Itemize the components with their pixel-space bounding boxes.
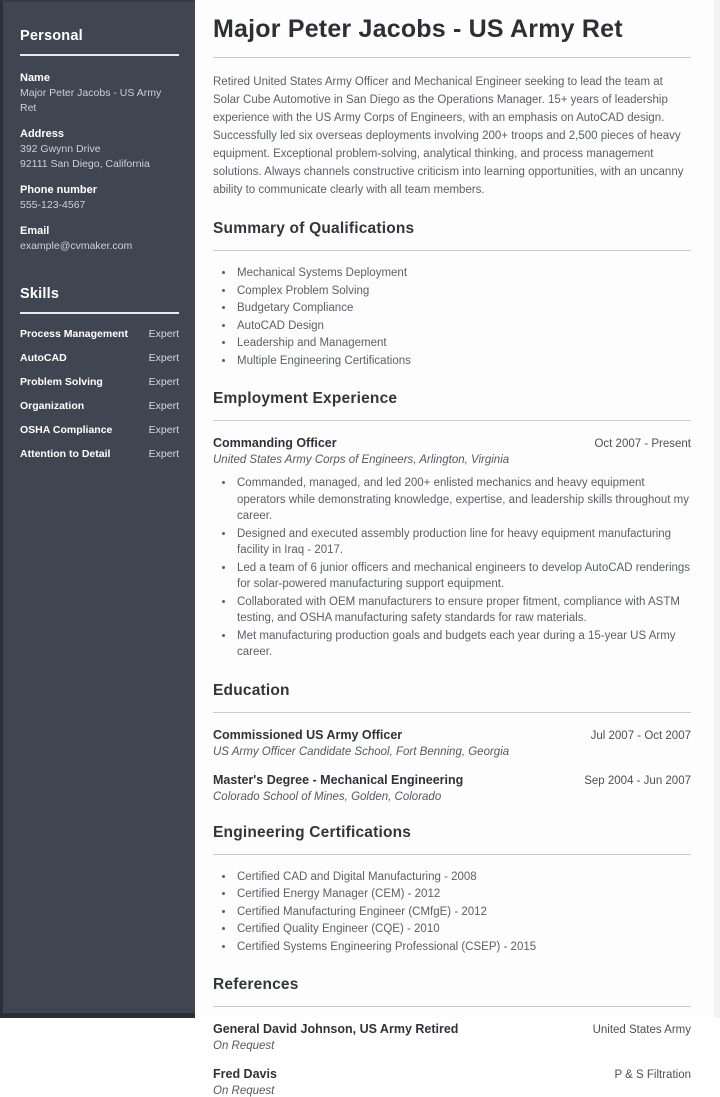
sidebar-divider (20, 312, 179, 314)
skill-row (20, 376, 179, 388)
personal-field-email (20, 223, 179, 254)
reference-name: Fred Davis (213, 1067, 277, 1081)
skill-level: Expert (148, 448, 179, 460)
qualifications-heading: Summary of Qualifications (213, 220, 415, 237)
list-item: • Designed and executed assembly production line for heavy equipment manufacturing facility in Iraq - 2017. (235, 526, 691, 559)
skill-row (20, 328, 179, 340)
job-entry (213, 436, 691, 661)
personal-field-name (20, 70, 179, 116)
skill-row (20, 448, 179, 460)
divider (213, 1006, 691, 1007)
references-heading: References (213, 976, 299, 993)
divider (213, 57, 691, 58)
skill-name: Problem Solving (20, 376, 103, 388)
reference-name: General David Johnson, US Army Retired (213, 1022, 459, 1036)
personal-heading: Personal (20, 28, 83, 44)
field-label: Name (20, 72, 50, 84)
job-dates: Oct 2007 - Present (594, 438, 691, 450)
certifications-list (213, 869, 691, 956)
job-organization: United States Army Corps of Engineers, Arlington, Virginia (213, 454, 510, 466)
field-label: Phone number (20, 184, 98, 196)
reference-company: P & S Filtration (614, 1069, 691, 1081)
skill-level: Expert (148, 352, 179, 364)
resume-body (195, 0, 720, 1097)
field-value: 92111 San Diego, California (20, 158, 150, 170)
profile-summary: Retired United States Army Officer and Mechanical Engineer seeking to lead the team at Solar Cube Automotive in San Diego as the Operations Manager. 15+ years of leadership experience with the US Army Corps of Engineers, with an emphasis on AutoCAD design. Successfully led six overseas deployments involving 200+ troops and 2,500 pieces of heavy equipment. Exceptional problem-solving, analytical thinking, and process management solutions. Always channels constructive criticism into learning opportunities, with an uncanny ability to communicate clearly with all team members. (213, 76, 684, 196)
skill-name: Organization (20, 400, 85, 412)
list-item: • Certified Energy Manager (CEM) - 2012 (235, 886, 691, 903)
education-dates: Sep 2004 - Jun 2007 (584, 774, 691, 787)
education-title: Commissioned US Army Officer (213, 727, 403, 742)
field-label: Address (20, 128, 65, 140)
list-item: • Budgetary Compliance (235, 300, 691, 317)
education-heading: Education (213, 681, 290, 699)
field-value: example@cvmaker.com (20, 240, 133, 252)
list-item: • Certified CAD and Digital Manufacturing - 2008 (235, 869, 691, 886)
certifications-heading: Engineering Certifications (213, 823, 412, 841)
sidebar (0, 0, 195, 1018)
job-title: Commanding Officer (213, 436, 337, 450)
list-item: • Certified Manufacturing Engineer (CMfgE) - 2012 (235, 904, 691, 921)
education-dates: Jul 2007 - Oct 2007 (590, 729, 691, 742)
reference-entry (213, 1067, 691, 1097)
divider (213, 712, 691, 713)
skill-name: OSHA Compliance (20, 424, 113, 436)
job-header (213, 436, 691, 450)
divider (213, 854, 691, 855)
list-item: • Met manufacturing production goals and budgets each year during a 15-year US Army career. (235, 628, 691, 661)
list-item: • Led a team of 6 junior officers and mechanical engineers to develop AutoCAD renderings for solar-powered manufacturing support equipment. (235, 560, 691, 593)
list-item: • Collaborated with OEM manufacturers to ensure proper fitment, compliance with ASTM testing, and OSHA manufacturing safety standards for raw materials. (235, 594, 691, 627)
education-entry (213, 773, 691, 803)
job-bullet-list (213, 475, 691, 661)
education-school: Colorado School of Mines, Golden, Colorado (213, 790, 442, 803)
personal-field-address (20, 126, 179, 172)
list-item: • AutoCAD Design (235, 318, 691, 335)
skill-row (20, 424, 179, 436)
field-value: 392 Gwynn Drive (20, 143, 101, 155)
reference-company: United States Army (592, 1024, 691, 1036)
skill-level: Expert (148, 424, 179, 436)
skill-level: Expert (148, 400, 179, 412)
qualifications-list (213, 265, 691, 369)
skill-level: Expert (148, 376, 179, 388)
reference-note: On Request (213, 1085, 275, 1097)
skill-level: Expert (148, 328, 179, 340)
list-item: • Commanded, managed, and led 200+ enlisted mechanics and heavy equipment operators while demonstrating knowledge, expertise, and leadership skills throughout my career. (235, 475, 691, 525)
page-title: Major Peter Jacobs - US Army Ret (213, 15, 623, 43)
personal-field-phone (20, 182, 179, 213)
reference-header (213, 1067, 691, 1081)
education-school: US Army Officer Candidate School, Fort Benning, Georgia (213, 745, 510, 758)
education-title: Master's Degree - Mechanical Engineering (213, 772, 464, 787)
reference-note: On Request (213, 1040, 275, 1052)
education-header (213, 773, 691, 787)
skill-row (20, 352, 179, 364)
sidebar-divider (20, 54, 179, 56)
list-item: • Certified Systems Engineering Professional (CSEP) - 2015 (235, 939, 691, 956)
list-item: • Certified Quality Engineer (CQE) - 2010 (235, 921, 691, 938)
skill-name: AutoCAD (20, 352, 67, 364)
list-item: • Multiple Engineering Certifications (235, 353, 691, 370)
skills-heading: Skills (20, 286, 60, 302)
field-label: Email (20, 225, 50, 237)
divider (213, 420, 691, 421)
reference-header (213, 1022, 691, 1036)
education-entry (213, 728, 691, 758)
reference-entry (213, 1022, 691, 1052)
skill-name: Process Management (20, 328, 128, 340)
list-item: • Mechanical Systems Deployment (235, 265, 691, 282)
list-item: • Leadership and Management (235, 335, 691, 352)
field-value: Major Peter Jacobs - US Army Ret (20, 87, 162, 114)
employment-heading: Employment Experience (213, 390, 398, 407)
skill-row (20, 400, 179, 412)
skill-name: Attention to Detail (20, 448, 111, 460)
education-header (213, 728, 691, 742)
field-value: 555-123-4567 (20, 199, 86, 211)
divider (213, 250, 691, 251)
list-item: • Complex Problem Solving (235, 283, 691, 300)
skills-block (20, 286, 179, 460)
